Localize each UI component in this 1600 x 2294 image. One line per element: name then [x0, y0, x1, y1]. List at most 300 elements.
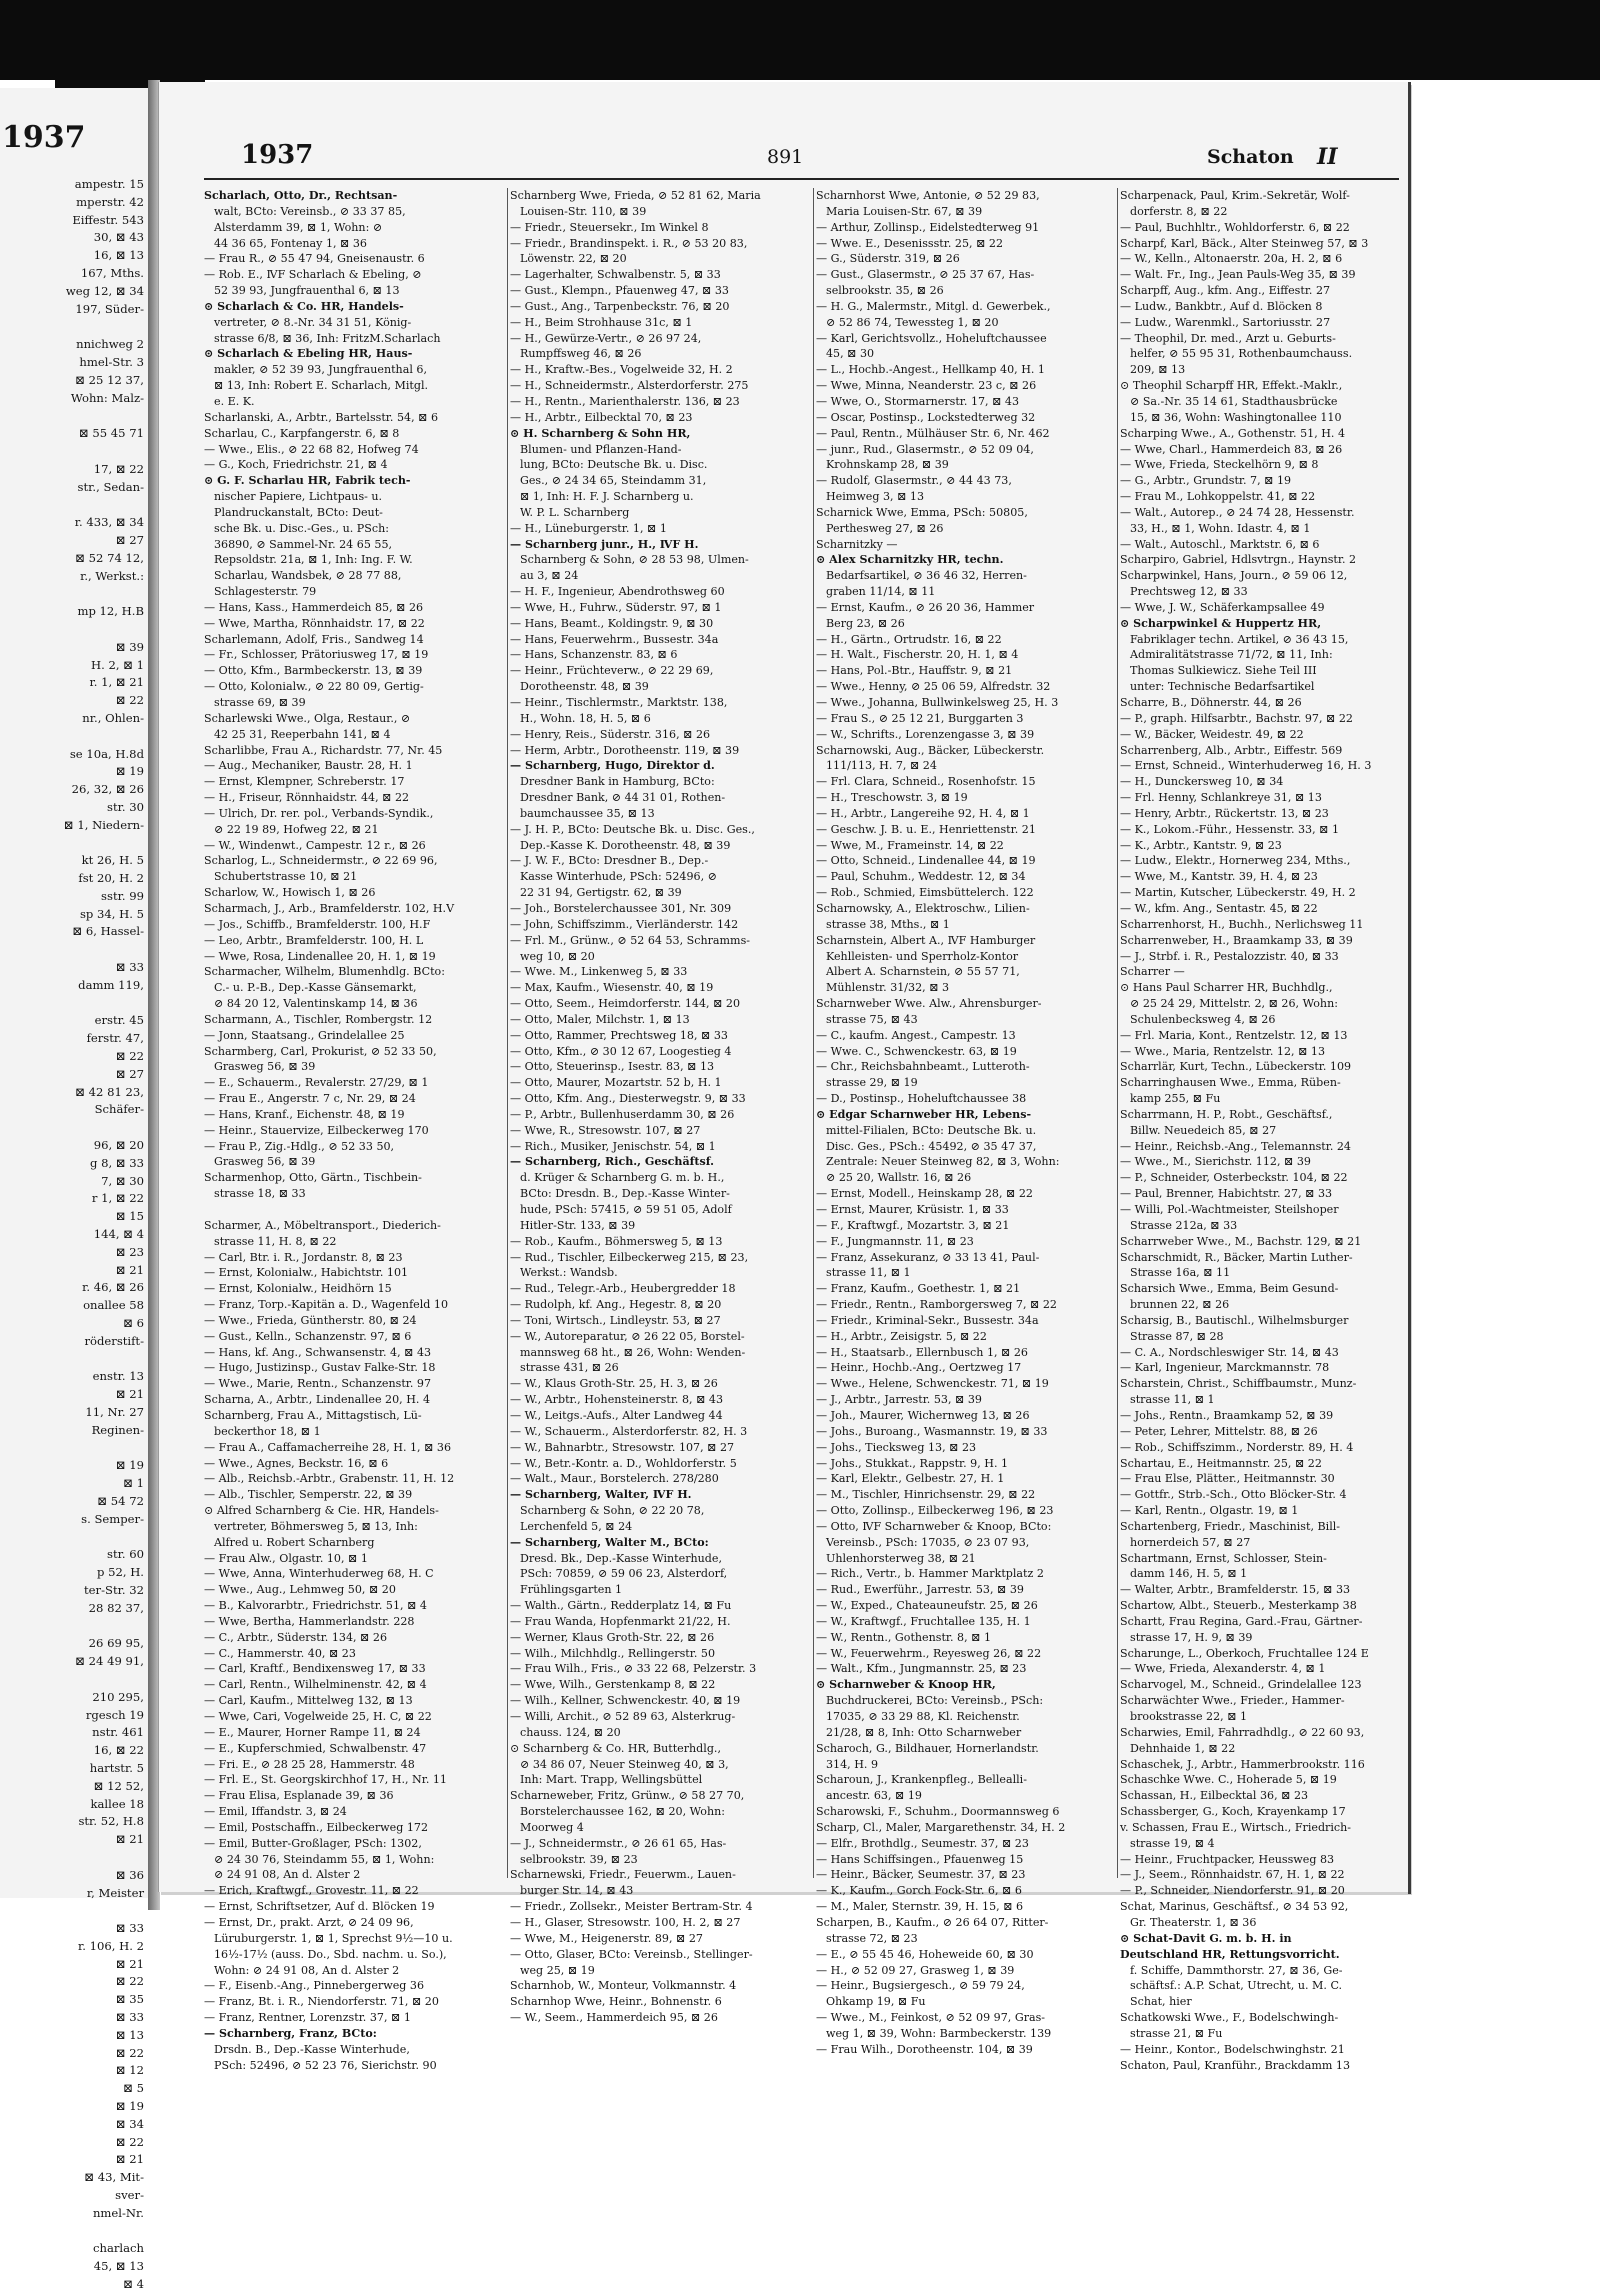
directory-entry-line: — Frl. Clara, Schneid., Rosenhofstr. 15 — [816, 775, 1036, 789]
directory-entry-line: ⊙ Theophil Scharpff HR, Effekt.-Maklr., — [1120, 379, 1343, 393]
directory-entry-line: — W., Betr.-Kontr. a. D., Wohldorferstr. 5 — [510, 1456, 737, 1470]
directory-entry-line: — Heinr., Bäcker, Seumestr. 37, ⊠ 23 — [816, 1868, 1026, 1882]
directory-entry-line: ancestr. 63, ⊠ 19 — [826, 1789, 922, 1803]
directory-entry-line: — H., Gärtn., Ortrudstr. 16, ⊠ 22 — [816, 632, 1002, 646]
directory-entry-line: — Fri. E., ⊘ 28 25 28, Hammerstr. 48 — [204, 1757, 415, 1771]
directory-entry-line: Scharmann, A., Tischler, Rombergstr. 12 — [204, 1012, 433, 1026]
directory-entry-line: — Friedr., Kriminal-Sekr., Bussestr. 34a — [816, 1313, 1039, 1327]
directory-entry-line: — Ernst, Maurer, Krüsistr. 1, ⊠ 33 — [816, 1203, 1009, 1216]
directory-entry-line: — W., Windenwt., Campestr. 12 r., ⊠ 26 — [204, 838, 426, 852]
directory-entry-line: — Arthur, Zollinsp., Eidelstedterweg 91 — [816, 220, 1040, 234]
left-page-line: damm 119, — [78, 977, 144, 992]
directory-entry-line: Schaschek, J., Arbtr., Hammerbrookstr. 116 — [1120, 1757, 1365, 1771]
directory-entry-line: — Erich, Kraftwgf., Grovestr. 11, ⊠ 22 — [204, 1884, 419, 1898]
left-page-line — [4, 1440, 144, 1458]
directory-entry-line: Strasse 212a, ⊠ 33 — [1130, 1218, 1238, 1232]
directory-entry-line — [204, 1202, 483, 1218]
directory-entry-line: Krohnskamp 28, ⊠ 39 — [826, 458, 949, 472]
directory-entry-line: — Ernst, Kolonialw., Habichtstr. 101 — [204, 1266, 409, 1280]
directory-entry-line: — Heinr., Fruchtpacker, Heussweg 83 — [1120, 1852, 1335, 1866]
directory-entry-line: — Wwe, R., Stresowstr. 107, ⊠ 27 — [510, 1123, 701, 1137]
directory-entry-line: 111/113, H. 7, ⊠ 24 — [826, 759, 937, 773]
directory-entry-line: ⊘ 22 19 89, Hofweg 22, ⊠ 21 — [214, 822, 379, 836]
directory-entry-line: — Frau Alw., Olgastr. 10, ⊠ 1 — [204, 1551, 368, 1565]
left-page-line: ⊠ 42 81 23, — [75, 1084, 144, 1099]
directory-entry-line: — H., Friseur, Rönnhaidstr. 44, ⊠ 22 — [204, 791, 410, 805]
left-page-line — [4, 1671, 144, 1689]
directory-entry-line: — F., Kraftwgf., Mozartstr. 3, ⊠ 21 — [816, 1218, 1010, 1232]
left-page-line: ⊠ 22 — [115, 2045, 144, 2060]
directory-entry-line: — Frl. M., Grünw., ⊘ 52 64 53, Schramms- — [510, 933, 751, 947]
directory-entry-line: strasse 11, H. 8, ⊠ 22 — [214, 1234, 337, 1248]
directory-entry-line: — H., Lüneburgerstr. 1, ⊠ 1 — [510, 521, 667, 535]
directory-entry-line: ⊙ Alfred Scharnberg & Cie. HR, Handels- — [204, 1504, 439, 1518]
left-page-line — [4, 496, 144, 514]
directory-entry-line: — Otto, Glaser, BCto: Vereinsb., Stellinger- — [510, 1947, 753, 1961]
directory-entry-line: walt, BCto: Vereinsb., ⊘ 33 37 85, — [214, 204, 406, 218]
directory-entry-line: — Max, Kaufm., Wiesenstr. 40, ⊠ 19 — [510, 981, 714, 995]
left-page-line: ⊠ 21 — [115, 1262, 144, 1277]
directory-entry-line: Drsdn. B., Dep.-Kasse Winterhude, — [214, 2042, 410, 2056]
directory-entry-line: Grasweg 56, ⊠ 39 — [214, 1155, 316, 1169]
directory-entry-line: — Carl, Kraftf., Bendixensweg 17, ⊠ 33 — [204, 1662, 426, 1676]
directory-entry-line: 45, ⊠ 30 — [826, 347, 875, 361]
directory-entry-line: — Wwe, Bertha, Hammerlandstr. 228 — [204, 1614, 415, 1628]
directory-entry-line: — Frau M., Lohkoppelstr. 41, ⊠ 22 — [1120, 490, 1316, 504]
directory-entry-line: — Gust., Glasermstr., ⊘ 25 37 67, Has- — [816, 268, 1035, 282]
left-page-line: ⊠ 55 45 71 — [78, 426, 144, 441]
left-page-line: g 8, ⊠ 33 — [89, 1155, 144, 1170]
directory-entry-line: — G., Koch, Friedrichstr. 21, ⊠ 4 — [204, 458, 388, 472]
left-page-line: ⊠ 27 — [115, 1066, 144, 1081]
left-page-line: nr., Ohlen- — [82, 710, 144, 725]
left-page-line: ⊠ 25 12 37, — [75, 372, 144, 387]
directory-entry-line: Scharlog, L., Schneidermstr., ⊘ 22 69 96, — [204, 854, 438, 868]
directory-entry-line: Kasse Winterhude, PSch: 52496, ⊘ — [520, 870, 717, 884]
directory-entry-line: — Alb., Reichsb.-Arbtr., Grabenstr. 11, H. 12 — [204, 1472, 455, 1486]
left-page-line: mp 12, H.B — [77, 604, 144, 619]
directory-entry-line: — Ludw., Bankbtr., Auf d. Blöcken 8 — [1120, 299, 1323, 313]
directory-entry-line: — Johs., Stukkat., Rappstr. 9, H. 1 — [816, 1456, 1009, 1470]
directory-entry-line: BCto: Dresdn. B., Dep.-Kasse Winter- — [520, 1187, 730, 1201]
directory-entry-line: Scharna, A., Arbtr., Lindenallee 20, H. 4 — [204, 1393, 431, 1407]
left-page-line: ⊠ 22 — [115, 693, 144, 708]
directory-entry-line: nischer Papiere, Lichtpaus- u. — [214, 490, 383, 504]
directory-entry-line: Schat, hier — [1130, 1995, 1192, 2009]
directory-entry-line: — G., Arbtr., Grundstr. 7, ⊠ 19 — [1120, 474, 1292, 488]
directory-entry-line: au 3, ⊠ 24 — [520, 569, 579, 583]
left-page-line: enstr. 13 — [92, 1369, 144, 1384]
directory-entry-line: baumchaussee 35, ⊠ 13 — [520, 806, 655, 820]
directory-entry-line: ⊠ 1, Inh: H. F. J. Scharnberg u. — [520, 490, 694, 504]
directory-entry-line: Albert A. Scharnstein, ⊘ 55 57 71, — [826, 965, 1020, 979]
directory-entry-line: — K., Arbtr., Kantstr. 9, ⊠ 23 — [1120, 838, 1282, 852]
directory-entry-line: — Paul, Schuhm., Weddestr. 12, ⊠ 34 — [816, 870, 1026, 884]
left-page-line: 197, Süder- — [75, 301, 144, 316]
directory-entry-line: weg 25, ⊠ 19 — [520, 1963, 595, 1977]
directory-entry-line: strasse 11, ⊠ 1 — [826, 1266, 911, 1280]
left-page-line: 45, ⊠ 13 — [93, 2259, 144, 2274]
directory-entry-line: — J. W. F., BCto: Dresdner B., Dep.- — [510, 854, 709, 868]
directory-entry-line: strasse 75, ⊠ 43 — [826, 1012, 918, 1026]
directory-entry-line: — Otto, Schneid., Lindenallee 44, ⊠ 19 — [816, 854, 1036, 868]
directory-entry-line: Scharlibbe, Frau A., Richardstr. 77, Nr. 45 — [204, 743, 443, 757]
directory-entry-line: — Rudolph, kf. Ang., Hegestr. 8, ⊠ 20 — [510, 1298, 722, 1312]
directory-entry-line: — W., Feuerwehrm., Reyesweg 26, ⊠ 22 — [816, 1646, 1042, 1660]
directory-entry-line: — Karl, Gerichtsvollz., Hoheluftchaussee — [816, 331, 1047, 345]
directory-entry-line: — Werner, Klaus Groth-Str. 22, ⊠ 26 — [510, 1630, 715, 1644]
left-page-line: str. 52, H.8 — [78, 1814, 144, 1829]
directory-entry-line: Schaschke Wwe. C., Hoherade 5, ⊠ 19 — [1120, 1773, 1337, 1787]
directory-entry-line: — Frau Wilh., Fris., ⊘ 33 22 68, Pelzerstr. 3 — [510, 1662, 757, 1676]
directory-entry-line: — Rob., Schmied, Eimsbüttelerch. 122 — [816, 886, 1034, 900]
directory-entry-line: — F., Jungmannstr. 11, ⊠ 23 — [816, 1234, 974, 1248]
directory-entry-line: — Frau Wilh., Dorotheenstr. 104, ⊠ 39 — [816, 2042, 1033, 2056]
left-page-line: nnichweg 2 — [76, 337, 144, 352]
directory-entry-line: Schat, Marinus, Geschäftsf., ⊘ 34 53 92, — [1120, 1900, 1349, 1914]
left-page-line — [4, 1849, 144, 1867]
left-page-line — [4, 585, 144, 603]
column-separator — [1117, 188, 1118, 1878]
directory-entry-line: ⊘ 25 20, Wallstr. 16, ⊠ 26 — [826, 1171, 972, 1185]
directory-entry-line: — W., Schauerm., Alsterdorferstr. 82, H. 3 — [510, 1424, 748, 1438]
directory-entry-line: Bedarfsartikel, ⊘ 36 46 32, Herren- — [826, 569, 1027, 583]
directory-entry-line: — H., Staatsarb., Ellernbusch 1, ⊠ 26 — [816, 1345, 1028, 1359]
directory-entry-line: Disc. Ges., PSch.: 45492, ⊘ 35 47 37, — [826, 1139, 1037, 1153]
directory-entry-line: — F., Eisenb.-Ang., Pinnebergerweg 36 — [204, 1979, 425, 1993]
directory-entry-line: Strasse 87, ⊠ 28 — [1130, 1329, 1224, 1343]
directory-entry-line: makler, ⊘ 52 39 93, Jungfrauenthal 6, — [214, 363, 427, 377]
directory-entry-line: Scharnick Wwe, Emma, PSch: 50805, — [816, 505, 1028, 519]
directory-entry-line: — Rich., Musiker, Jenischstr. 54, ⊠ 1 — [510, 1139, 716, 1153]
directory-entry-line: — Wwe, Frieda, Alexanderstr. 4, ⊠ 1 — [1120, 1662, 1326, 1676]
directory-entry-line: — Scharnberg, Franz, BCto: — [204, 2026, 377, 2040]
directory-entry-line: ⊙ G. F. Scharlau HR, Fabrik tech- — [204, 474, 411, 488]
directory-entry-line: — Friedr., Brandinspekt. i. R., ⊘ 53 20 83, — [510, 236, 748, 250]
directory-entry-line: strasse 431, ⊠ 26 — [520, 1361, 619, 1375]
left-page-line: ⊠ 33 — [115, 2010, 144, 2025]
directory-entry-line: — Wwe, Anna, Winterhuderweg 68, H. C — [204, 1567, 434, 1581]
directory-entry-line: — Lagerhalter, Schwalbenstr. 5, ⊠ 33 — [510, 268, 721, 282]
directory-entry-line: Scharrenhorst, H., Buchh., Nerlichsweg 11 — [1120, 917, 1364, 931]
directory-entry-line: — Wwe., Marie, Rentn., Schanzenstr. 97 — [204, 1377, 432, 1391]
left-page-line: r. 433, ⊠ 34 — [74, 515, 144, 530]
directory-entry-line: Scharlau, Wandsbek, ⊘ 28 77 88, — [214, 569, 402, 583]
directory-entry-line: — H. G., Malermstr., Mitgl. d. Gewerbek., — [816, 299, 1051, 313]
directory-entry-line: — D., Postinsp., Hoheluftchaussee 38 — [816, 1092, 1027, 1106]
left-page-line: ⊠ 22 — [115, 2134, 144, 2149]
directory-entry-line: H., Wohn. 18, H. 5, ⊠ 6 — [520, 711, 651, 725]
directory-column-4 — [1120, 188, 1399, 2072]
directory-entry-line: ⊙ Hans Paul Scharrer HR, Buchhdlg., — [1120, 981, 1333, 995]
directory-entry-line: Scharnweber Wwe. Alw., Ahrensburger- — [816, 997, 1042, 1011]
directory-entry-line: — Walter, Arbtr., Bramfelderstr. 15, ⊠ 33 — [1120, 1583, 1351, 1597]
directory-entry-line: — Emil, Postschaffn., Eilbeckerweg 172 — [204, 1820, 429, 1834]
left-page-line: sver- — [115, 2188, 144, 2203]
left-page-line — [4, 995, 144, 1013]
directory-entry-line: — P., graph. Hilfsarbtr., Bachstr. 97, ⊠ 22 — [1120, 711, 1353, 725]
directory-entry-line: — H., ⊘ 52 09 27, Grasweg 1, ⊠ 39 — [816, 1963, 1015, 1977]
left-page-line: charlach — [93, 2241, 144, 2256]
directory-entry-line: — Johs., Rentn., Braamkamp 52, ⊠ 39 — [1120, 1408, 1334, 1422]
directory-entry-line: strasse 19, ⊠ 4 — [1130, 1836, 1215, 1850]
directory-entry-line: — Heinr., Kontor., Bodelschwinghstr. 21 — [1120, 2042, 1345, 2056]
left-page-line: str. 60 — [107, 1547, 144, 1562]
directory-entry-line: — Walt., Kfm., Jungmannstr. 25, ⊠ 23 — [816, 1662, 1027, 1676]
directory-entry-line: — Rud., Telegr.-Arb., Heubergredder 18 — [510, 1282, 736, 1296]
directory-entry-line: ⊙ Schat-Davit G. m. b. H. in — [1120, 1931, 1292, 1945]
left-page-line: ⊠ 21 — [115, 1387, 144, 1402]
directory-entry-line: — Wwe., Frieda, Güntherstr. 80, ⊠ 24 — [204, 1313, 417, 1327]
directory-entry-line: — Karl, Rentn., Olgastr. 19, ⊠ 1 — [1120, 1504, 1299, 1518]
directory-entry-line: — P., Schneider, Osterbeckstr. 104, ⊠ 22 — [1120, 1171, 1348, 1185]
directory-entry-line: — Wwe., Aug., Lehmweg 50, ⊠ 20 — [204, 1583, 396, 1597]
directory-entry-line: Scharrenberg, Alb., Arbtr., Eiffestr. 569 — [1120, 743, 1343, 757]
directory-entry-line: Schassberger, G., Koch, Krayenkamp 17 — [1120, 1805, 1346, 1819]
directory-entry-line: — H., Dunckersweg 10, ⊠ 34 — [1120, 775, 1284, 789]
directory-entry-line: Scharnitzky — — [816, 537, 898, 551]
directory-entry-line: — Ernst, Klempner, Schreberstr. 17 — [204, 775, 405, 789]
directory-entry-line: — Joh., Maurer, Wichernweg 13, ⊠ 26 — [816, 1408, 1030, 1422]
directory-entry-line: 44 36 65, Fontenay 1, ⊠ 36 — [214, 236, 367, 250]
directory-entry-line: Scharmberg, Carl, Prokurist, ⊘ 52 33 50, — [204, 1044, 437, 1058]
directory-entry-line: Scharlewski Wwe., Olga, Restaur., ⊘ — [204, 711, 411, 725]
directory-entry-line: Admiralitätstrasse 71/72, ⊠ 11, Inh: — [1130, 648, 1333, 662]
directory-entry-line: — Frau Else, Plätter., Heitmannstr. 30 — [1120, 1472, 1335, 1486]
directory-entry-line: — L., Hochb.-Angest., Hellkamp 40, H. 1 — [816, 363, 1045, 377]
directory-entry-line: — Henry, Arbtr., Rückertstr. 13, ⊠ 23 — [1120, 806, 1329, 820]
left-page-line: ⊠ 22 — [115, 1974, 144, 1989]
directory-entry-line: hude, PSch: 57415, ⊘ 59 51 05, Adolf — [520, 1203, 732, 1216]
left-page-line: ⊠ 6, Hassel- — [72, 924, 144, 939]
directory-entry-line: — Emil, Iffandstr. 3, ⊠ 24 — [204, 1805, 347, 1819]
directory-entry-line: 21/28, ⊠ 8, Inh: Otto Scharnweber — [826, 1725, 1022, 1739]
directory-entry-line: — Jos., Schiffb., Bramfelderstr. 100, H.F — [204, 917, 431, 931]
directory-entry-line: dorferstr. 8, ⊠ 22 — [1130, 204, 1228, 218]
directory-entry-line: — M., Tischler, Hinrichsenstr. 29, ⊠ 22 — [816, 1488, 1036, 1502]
directory-entry-line: — Theophil, Dr. med., Arzt u. Geburts- — [1120, 331, 1336, 345]
directory-entry-line: Scharnhop Wwe, Heinr., Bohnenstr. 6 — [510, 1995, 722, 2009]
directory-entry-line: ⊙ H. Scharnberg & Sohn HR, — [510, 426, 691, 440]
left-page-line: sstr. 99 — [101, 888, 144, 903]
directory-entry-line: Vereinsb., PSch: 17035, ⊘ 23 07 93, — [826, 1535, 1030, 1549]
directory-entry-line: helfer, ⊘ 55 95 31, Rothenbaumchauss. — [1130, 347, 1353, 361]
directory-entry-line: — Ernst, Kolonialw., Heidhörn 15 — [204, 1282, 392, 1296]
directory-entry-line: — Frau E., Angerstr. 7 c, Nr. 29, ⊠ 24 — [204, 1092, 416, 1106]
left-page-line: 144, ⊠ 4 — [93, 1227, 144, 1242]
directory-entry-line: ⊙ Alex Scharnitzky HR, techn. — [816, 553, 1004, 567]
left-page-line: 17, ⊠ 22 — [93, 461, 144, 476]
left-page-line: ampestr. 15 — [74, 177, 144, 191]
directory-entry-line: Scharnhorst Wwe, Antonie, ⊘ 52 29 83, — [816, 189, 1040, 202]
directory-entry-line: W. P. L. Scharnberg — [520, 505, 630, 519]
directory-entry-line: — Carl, Btr. i. R., Jordanstr. 8, ⊠ 23 — [204, 1250, 403, 1264]
directory-entry-line: — Oscar, Postinsp., Lockstedterweg 32 — [816, 410, 1036, 424]
volume-number: II — [1317, 144, 1338, 170]
directory-entry-line: Scharpiro, Gabriel, Hdlsvtrgn., Haynstr. 2 — [1120, 553, 1357, 567]
directory-entry-line: — Chr., Reichsbahnbeamt., Lutteroth- — [816, 1060, 1030, 1074]
directory-entry-line: — Wwe, Wilh., Gerstenkamp 8, ⊠ 22 — [510, 1678, 716, 1692]
directory-entry-line: — Otto, Kfm., Barmbeckerstr. 13, ⊠ 39 — [204, 664, 423, 678]
directory-entry-line: mannsweg 68 ht., ⊠ 26, Wohn: Wenden- — [520, 1345, 746, 1359]
directory-entry-line: Scharrweber Wwe., M., Bachstr. 129, ⊠ 21 — [1120, 1234, 1362, 1248]
left-page-line: kallee 18 — [90, 1796, 144, 1811]
left-page-line: ⊠ 23 — [115, 1244, 144, 1259]
directory-entry-line: Hitler-Str. 133, ⊠ 39 — [520, 1218, 636, 1232]
directory-entry-line: PSch: 52496, ⊘ 52 23 76, Sierichstr. 90 — [214, 2058, 437, 2072]
directory-entry-line: Scharmenhop, Otto, Gärtn., Tischbein- — [204, 1171, 422, 1185]
directory-entry-line: — Wwe, Minna, Neanderstr. 23 c, ⊠ 26 — [816, 379, 1037, 393]
directory-entry-line: mittel-Filialen, BCto: Deutsche Bk. u. — [826, 1123, 1037, 1137]
directory-entry-line: — Wilh., Milchhdlg., Rellingerstr. 50 — [510, 1646, 716, 1660]
column-separator — [507, 188, 508, 1878]
directory-entry-line: Scharlach, Otto, Dr., Rechtsan- — [204, 189, 398, 202]
directory-entry-line: Scharrer — — [1120, 965, 1185, 979]
left-page-line: str. 30 — [107, 799, 144, 814]
left-page-line: ⊠ 52 74 12, — [75, 550, 144, 565]
left-page-line — [4, 1351, 144, 1369]
directory-entry-line: Dep.-Kasse K. Dorotheenstr. 48, ⊠ 39 — [520, 838, 731, 852]
left-page-line: hartstr. 5 — [89, 1760, 144, 1775]
directory-entry-line: Schaton, Paul, Kranführ., Brackdamm 13 — [1120, 2058, 1351, 2072]
directory-entry-line: — Wwe, M., Frameinstr. 14, ⊠ 22 — [816, 838, 1004, 852]
directory-entry-line: Schartau, E., Heitmannstr. 25, ⊠ 22 — [1120, 1456, 1322, 1470]
directory-entry-line: — W., Kraftwgf., Fruchtallee 135, H. 1 — [816, 1614, 1031, 1628]
directory-entry-line: — Wwe., M., Feinkost, ⊘ 52 09 97, Gras- — [816, 2011, 1046, 2025]
directory-entry-line: strasse 38, Mths., ⊠ 1 — [826, 917, 950, 931]
directory-entry-line: Scharnberg Wwe, Frieda, ⊘ 52 81 62, Maria — [510, 189, 761, 202]
directory-column-1 — [204, 188, 483, 2072]
directory-entry-line: Lüruburgerstr. 1, ⊠ 1, Sprechst 9½—10 u. — [214, 1931, 453, 1945]
left-page-lines — [4, 176, 144, 2294]
directory-entry-line: — Wwe., Agnes, Beckstr. 16, ⊠ 6 — [204, 1456, 389, 1470]
directory-entry-line: Scharpen, B., Kaufm., ⊘ 26 64 07, Ritter- — [816, 1915, 1049, 1929]
left-page-line: r., Werkst.: — [80, 568, 144, 583]
directory-entry-line: — Jonn, Staatsang., Grindelallee 25 — [204, 1028, 405, 1042]
directory-entry-line: Prechtsweg 12, ⊠ 33 — [1130, 585, 1248, 599]
directory-entry-line: Scharnstein, Albert A., ⅣF Hamburger — [816, 933, 1036, 947]
directory-entry-line: Scharnhob, W., Monteur, Volkmannstr. 4 — [510, 1979, 737, 1993]
left-page-line: p 52, H. — [96, 1565, 144, 1580]
directory-entry-line: — W., Rentn., Gothenstr. 8, ⊠ 1 — [816, 1630, 992, 1644]
left-page-line: r. 1, ⊠ 21 — [89, 675, 144, 690]
directory-entry-line: — Scharnberg, Hugo, Direktor d. — [510, 759, 715, 773]
directory-entry-line: — Ernst, Kaufm., ⊘ 26 20 36, Hammer — [816, 600, 1035, 614]
directory-entry-line: Scharwies, Emil, Fahrradhdlg., ⊘ 22 60 93, — [1120, 1725, 1365, 1739]
directory-entry-line: Scharstein, Christ., Schiffbaumstr., Munz- — [1120, 1377, 1357, 1391]
directory-entry-line: vertreter, ⊘ 8.-Nr. 34 31 51, König- — [214, 315, 412, 329]
directory-entry-line: 42 25 31, Reeperbahn 141, ⊠ 4 — [214, 727, 391, 741]
directory-entry-line: — Otto, Rammer, Prechtsweg 18, ⊠ 33 — [510, 1028, 728, 1042]
page-edge-rule — [1408, 82, 1411, 1894]
left-page-line: 16, ⊠ 22 — [93, 1743, 144, 1758]
directory-entry-line: — W., Leitgs.-Aufs., Alter Landweg 44 — [510, 1408, 723, 1422]
left-page-line — [4, 407, 144, 425]
directory-entry-line: — W., kfm. Ang., Sentastr. 45, ⊠ 22 — [1120, 901, 1318, 915]
directory-entry-line: — Leo, Arbtr., Bramfelderstr. 100, H. L — [204, 933, 424, 947]
directory-entry-line: — J. H. P., BCto: Deutsche Bk. u. Disc. Ges., — [510, 822, 755, 836]
directory-entry-line: unter: Technische Bedarfsartikel — [1130, 680, 1315, 694]
directory-entry-line: — Wwe, M., Kantstr. 39, H. 4, ⊠ 23 — [1120, 870, 1318, 884]
directory-entry-line: Maria Louisen-Str. 67, ⊠ 39 — [826, 204, 983, 218]
directory-entry-line: — Wwe, Charl., Hammerdeich 83, ⊠ 26 — [1120, 442, 1343, 456]
directory-entry-line: schäftsf.: A.P. Schat, Utrecht, u. M. C. — [1130, 1979, 1343, 1993]
directory-entry-line: Strasse 16a, ⊠ 11 — [1130, 1266, 1231, 1280]
directory-entry-line: — Wwe, Martha, Rönnhaidstr. 17, ⊠ 22 — [204, 616, 425, 630]
left-page-line: ⊠ 5 — [123, 2081, 144, 2096]
directory-entry-line: strasse 72, ⊠ 23 — [826, 1931, 918, 1945]
directory-entry-line: Scharunge, L., Oberkoch, Fruchtallee 124 E — [1120, 1646, 1369, 1660]
left-page-line: ⊠ 21 — [115, 2152, 144, 2167]
directory-entry-line: — Otto, ⅣF Scharnweber & Knoop, BCto: — [816, 1519, 1052, 1533]
directory-entry-line: chauss. 124, ⊠ 20 — [520, 1725, 621, 1739]
directory-entry-line: — Franz, Assekuranz, ⊘ 33 13 41, Paul- — [816, 1250, 1040, 1264]
directory-entry-line: Scharpf, Karl, Bäck., Alter Steinweg 57, ⊠ 3 — [1120, 236, 1369, 250]
directory-entry-line: — Herm, Arbtr., Dorotheenstr. 119, ⊠ 39 — [510, 743, 740, 757]
directory-entry-line: Moorweg 4 — [520, 1820, 584, 1834]
directory-entry-line: — Peter, Lehrer, Mittelstr. 88, ⊠ 26 — [1120, 1424, 1318, 1438]
left-page-line: ⊠ 35 — [115, 1992, 144, 2007]
directory-entry-line: — Heinr., Hochb.-Ang., Oertzweg 17 — [816, 1361, 1022, 1375]
directory-entry-line: Mühlenstr. 31/32, ⊠ 3 — [826, 981, 950, 995]
directory-entry-line: — Friedr., Zollsekr., Meister Bertram-Str. 4 — [510, 1900, 753, 1914]
left-page-line: 16, ⊠ 13 — [93, 248, 144, 263]
directory-entry-line: — Hans, kf. Ang., Schwansenstr. 4, ⊠ 43 — [204, 1345, 432, 1359]
directory-entry-line: Schartt, Frau Regina, Gard.-Frau, Gärtner- — [1120, 1614, 1363, 1628]
directory-entry-line: Heimweg 3, ⊠ 13 — [826, 490, 925, 504]
directory-entry-line: Frühlingsgarten 1 — [520, 1583, 623, 1597]
directory-entry-line: — W., Bahnarbtr., Stresowstr. 107, ⊠ 27 — [510, 1440, 735, 1454]
left-page-line: str., Sedan- — [77, 479, 144, 494]
directory-entry-line: Scharnewski, Friedr., Feuerwm., Lauen- — [510, 1868, 736, 1882]
directory-entry-line: Scharsig, B., Bautischl., Wilhelmsburger — [1120, 1313, 1349, 1327]
left-page-line: ⊠ 27 — [115, 532, 144, 547]
directory-entry-line: — Wwe, M., Heigenerstr. 89, ⊠ 27 — [510, 1931, 703, 1945]
directory-entry-line: — Scharnberg, Walter, ⅣF H. — [510, 1488, 692, 1502]
directory-entry-line: — junr., Rud., Glasermstr., ⊘ 52 09 04, — [816, 442, 1034, 456]
left-page-line: kt 26, H. 5 — [81, 853, 144, 868]
left-page-line: ⊠ 19 — [115, 764, 144, 779]
directory-entry-line: — Wwe., M., Sierichstr. 112, ⊠ 39 — [1120, 1155, 1311, 1169]
left-page-line: nstr. 461 — [92, 1725, 144, 1740]
directory-entry-line: — Paul, Rentn., Mülhäuser Str. 6, Nr. 462 — [816, 426, 1050, 440]
directory-entry-line: strasse 17, H. 9, ⊠ 39 — [1130, 1630, 1253, 1644]
directory-entry-line: — Friedr., Steuersekr., Im Winkel 8 — [510, 220, 709, 234]
directory-entry-line: — Wwe, O., Stormarnerstr. 17, ⊠ 43 — [816, 394, 1020, 408]
directory-entry-line: — Otto, Zollinsp., Eilbeckerweg 196, ⊠ 23 — [816, 1504, 1054, 1518]
directory-entry-line: — K., Kaufm., Gorch Fock-Str. 6, ⊠ 6 — [816, 1884, 1022, 1898]
directory-entry-line: Wohn: ⊘ 24 91 08, An d. Alster 2 — [214, 1963, 400, 1977]
directory-entry-line: — G., Süderstr. 319, ⊠ 26 — [816, 252, 960, 266]
directory-entry-line: Scharoch, G., Bildhauer, Hornerlandstr. — [816, 1741, 1039, 1755]
left-page-line: onallee 58 — [83, 1298, 144, 1313]
directory-entry-line: — Franz, Rentner, Lorenzstr. 37, ⊠ 1 — [204, 2011, 411, 2025]
directory-entry-line: Scharwächter Wwe., Frieder., Hammer- — [1120, 1694, 1345, 1708]
directory-entry-line: — K., Lokom.-Führ., Hessenstr. 33, ⊠ 1 — [1120, 822, 1340, 836]
left-page-line: r. 46, ⊠ 26 — [82, 1280, 144, 1295]
directory-column-3 — [816, 188, 1095, 2056]
left-page-line: ⊠ 33 — [115, 1921, 144, 1936]
directory-entry-line: — John, Schiffszimm., Vierländerstr. 142 — [510, 917, 739, 931]
directory-entry-line: — W., Seem., Hammerdeich 95, ⊠ 26 — [510, 2011, 718, 2025]
directory-entry-line: — Karl, Ingenieur, Marckmannstr. 78 — [1120, 1361, 1330, 1375]
directory-entry-line: Scharp, Cl., Maler, Margarethenstr. 34, H. 2 — [816, 1820, 1066, 1834]
column-separator — [813, 188, 814, 1878]
directory-entry-line: ⊙ Scharlach & Ebeling HR, Haus- — [204, 347, 413, 361]
directory-entry-line: — W., Arbtr., Hohensteinerstr. 8, ⊠ 43 — [510, 1393, 724, 1407]
directory-entry-line: weg 1, ⊠ 39, Wohn: Barmbeckerstr. 139 — [826, 2026, 1052, 2040]
directory-entry-line: — P., Schneider, Niendorferstr. 91, ⊠ 20 — [1120, 1884, 1345, 1898]
